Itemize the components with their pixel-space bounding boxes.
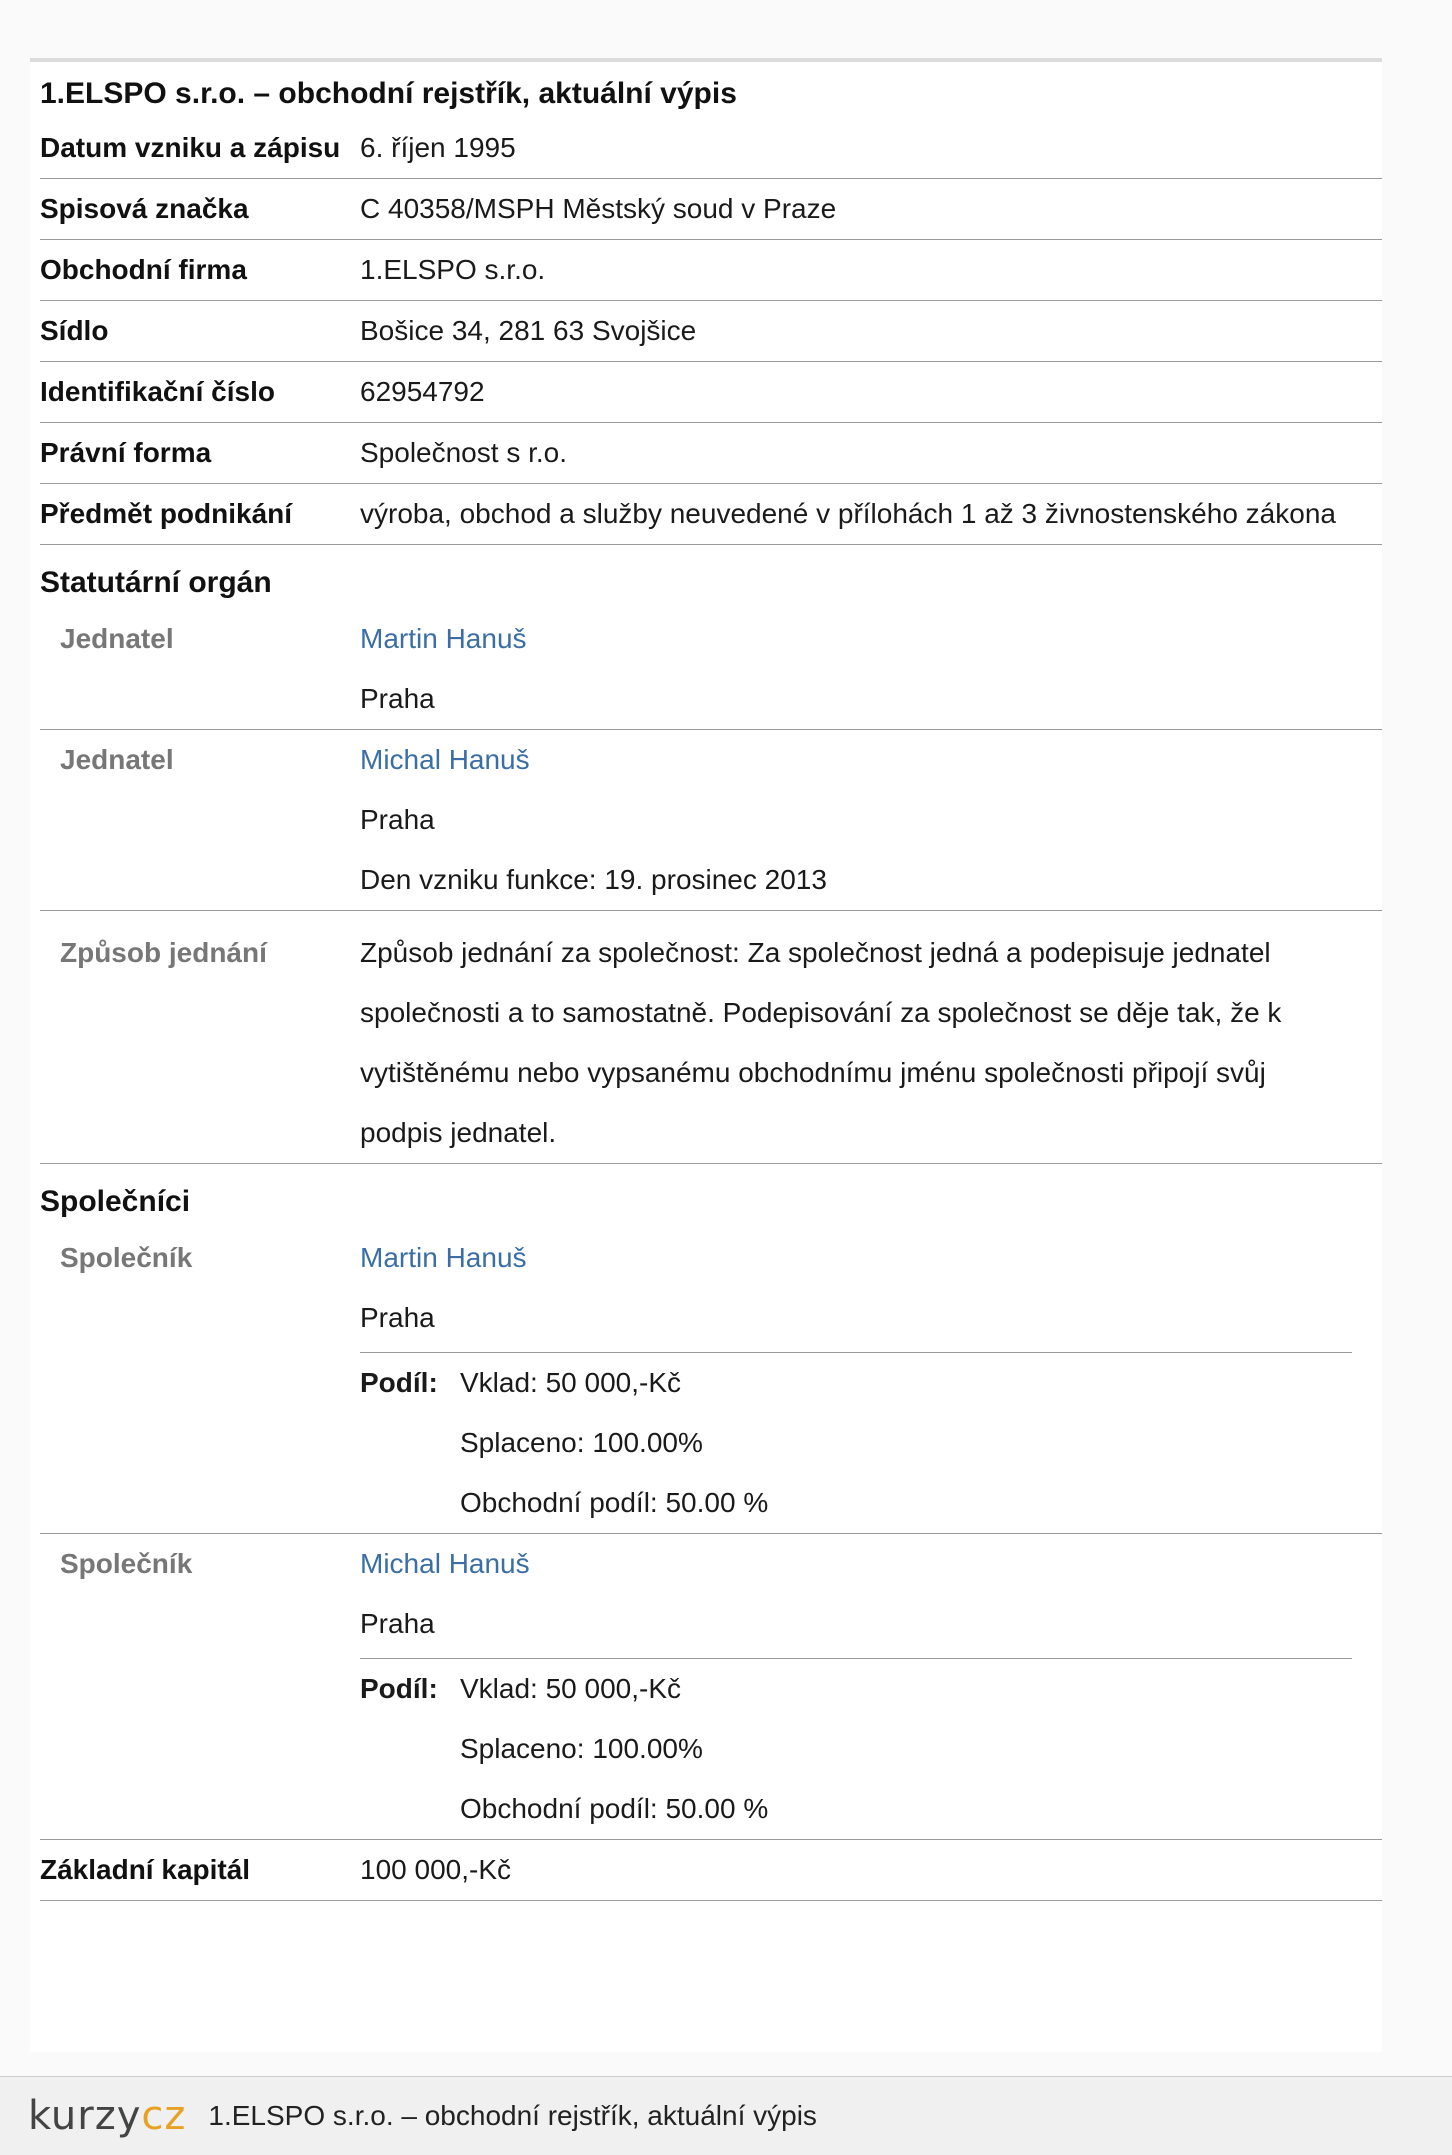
- row-label: Spisová značka: [40, 193, 249, 224]
- row-value: Společnost s r.o.: [360, 437, 568, 468]
- row-label: Sídlo: [40, 315, 109, 346]
- row-predmet-podnikani: [40, 484, 1382, 545]
- kurzy-logo[interactable]: [28, 2093, 186, 2139]
- register-extract-card: [30, 58, 1382, 2052]
- row-value: 100 000,-Kč: [360, 1854, 511, 1885]
- person-city: Praha: [360, 1302, 435, 1333]
- row-value: 1.ELSPO s.r.o.: [360, 254, 546, 285]
- person-link[interactable]: Martin Hanuš: [360, 623, 527, 654]
- share-label: Podíl:: [360, 1673, 438, 1704]
- sub-label: Jednatel: [60, 744, 174, 775]
- section-spolecnici: Společníci: [40, 1185, 191, 1218]
- person-link[interactable]: Martin Hanuš: [360, 1242, 527, 1273]
- share-splaceno: Splaceno: 100.00%: [460, 1427, 703, 1458]
- sub-label: Způsob jednání: [60, 937, 267, 968]
- row-ico: [40, 362, 1382, 423]
- row-label: Obchodní firma: [40, 254, 247, 285]
- page-title: 1.ELSPO s.r.o. – obchodní rejstřík, aktuální výpis: [40, 77, 737, 110]
- sub-label: Jednatel: [60, 623, 174, 654]
- person-city: Praha: [360, 804, 435, 835]
- jednatel-entry: [40, 609, 1382, 730]
- person-city: Praha: [360, 1608, 435, 1639]
- row-label: Základní kapitál: [40, 1854, 251, 1885]
- row-pravni-forma: [40, 423, 1382, 484]
- row-label: Datum vzniku a zápisu: [40, 132, 341, 163]
- row-value: 62954792: [360, 376, 485, 407]
- share-splaceno: Splaceno: 100.00%: [460, 1733, 703, 1764]
- row-label: Identifikační číslo: [40, 376, 275, 407]
- row-value: 6. říjen 1995: [360, 132, 516, 163]
- section-statutarni-organ: Statutární orgán: [40, 566, 272, 599]
- person-city: Praha: [360, 683, 435, 714]
- share-vklad: Vklad: 50 000,-Kč: [460, 1367, 682, 1398]
- jednatel-entry: [40, 730, 1382, 911]
- share-block: [360, 1658, 1352, 1839]
- row-value: C 40358/MSPH Městský soud v Praze: [360, 193, 837, 224]
- row-value: Bošice 34, 281 63 Svojšice: [360, 315, 697, 346]
- sub-label: Společník: [60, 1548, 193, 1579]
- zpusob-jednani-text: Způsob jednání za společnost: Za společnost jedná a podepisuje jednatel společnosti a to samostatně. Podepisování za společnost se děje tak, že k vytištěnému nebo vypsanému obchodnímu jménu společnosti připojí svůj podpis jednatel.: [360, 937, 1282, 1148]
- row-datum-vzniku: [40, 118, 1382, 179]
- spolecnik-entry: [40, 1228, 1382, 1534]
- row-label: Právní forma: [40, 437, 212, 468]
- row-spisova-znacka: [40, 179, 1382, 240]
- row-sidlo: [40, 301, 1382, 362]
- row-label: Předmět podnikání: [40, 498, 293, 529]
- share-block: [360, 1352, 1352, 1533]
- share-vklad: Vklad: 50 000,-Kč: [460, 1673, 682, 1704]
- person-link[interactable]: Michal Hanuš: [360, 744, 530, 775]
- person-link[interactable]: Michal Hanuš: [360, 1548, 530, 1579]
- share-obchodni-podil: Obchodní podíl: 50.00 %: [460, 1487, 769, 1518]
- zpusob-jednani: [40, 911, 1382, 1164]
- spolecnik-entry: [40, 1534, 1382, 1840]
- row-obchodni-firma: [40, 240, 1382, 301]
- row-value: výroba, obchod a služby neuvedené v přílohách 1 až 3 živnostenského zákona: [360, 498, 1336, 529]
- share-label: Podíl:: [360, 1367, 438, 1398]
- footer-bar: [0, 2076, 1452, 2155]
- logo-accent: cz: [141, 2093, 187, 2139]
- sub-label: Společník: [60, 1242, 193, 1273]
- share-obchodni-podil: Obchodní podíl: 50.00 %: [460, 1793, 769, 1824]
- row-zakladni-kapital: [40, 1840, 1382, 1901]
- logo-text: kurzy: [28, 2093, 142, 2139]
- footer-title: 1.ELSPO s.r.o. – obchodní rejstřík, aktuální výpis: [208, 2100, 817, 2131]
- function-start: Den vzniku funkce: 19. prosinec 2013: [360, 864, 827, 895]
